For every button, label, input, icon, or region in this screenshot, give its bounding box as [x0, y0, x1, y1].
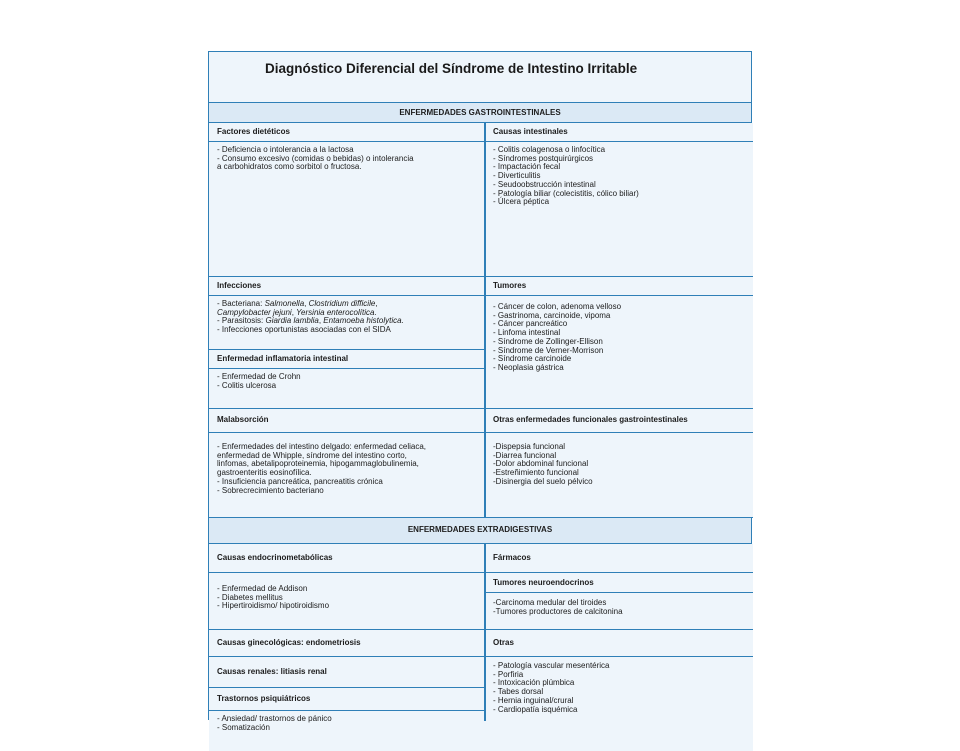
heading-tumores-neuroendocrinos: Tumores neuroendocrinos: [485, 573, 753, 593]
list-item: -Dolor abdominal funcional: [493, 459, 589, 469]
list-item: - Ansiedad/ trastornos de pánico: [217, 714, 332, 723]
list-item: - Diverticulitis: [493, 171, 541, 181]
list-item: - Seudoobstrucción intestinal: [493, 179, 596, 189]
list-item: - Enfermedad de Crohn: [217, 372, 301, 381]
list-item: - Enfermedades del intestino delgado: enfermedad celiaca, enfermedad de Whipple, síndrome del intestino corto, linfomas, abetalipoproteinemia, hipogammaglobulinemia, gastroenteritis eosinofílica.: [217, 442, 427, 478]
cell-tumores-neuroendocrinos: [485, 593, 753, 630]
list-item: - Úlcera péptica: [493, 197, 550, 207]
list-item: - Intoxicación plúmbica: [493, 678, 575, 688]
list-item: - Diabetes mellitus: [217, 592, 283, 602]
list-item: -Carcinoma medular del tiroides: [493, 598, 607, 607]
list-causas-intestinales: [493, 146, 745, 207]
list-factores-dieteticos: [217, 146, 477, 172]
list-item: - Insuficiencia pancreática, pancreatitis crónica: [217, 476, 383, 486]
heading-farmacos: Fármacos: [485, 544, 753, 573]
heading-ginecologicas: Causas ginecológicas: endometriosis: [209, 630, 485, 657]
heading-enfermedad-inflamatoria: Enfermedad inflamatoria intestinal: [209, 350, 485, 369]
cell-enfermedad-inflamatoria: [209, 369, 485, 409]
section-header-extradigestivas: ENFERMEDADES EXTRADIGESTIVAS: [209, 518, 751, 544]
heading-tumores: Tumores: [485, 277, 753, 296]
cell-factores-dieteticos: [209, 142, 485, 277]
differential-diagnosis-table: [208, 51, 752, 732]
heading-malabsorcion: Malabsorción: [209, 409, 485, 433]
cell-causas-intestinales: [485, 142, 753, 277]
list-item: -Estreñimiento funcional: [493, 468, 579, 478]
list-item: - Hernia inguinal/crural: [493, 695, 574, 705]
list-item: - Somatización: [217, 722, 270, 732]
list-item: - Cardiopatía isquémica: [493, 704, 578, 714]
list-item: - Enfermedad de Addison: [217, 584, 308, 593]
heading-renales: Causas renales: litiasis renal: [209, 657, 485, 688]
list-item: -Dispepsia funcional: [493, 442, 566, 451]
list-item: - Síndrome carcinoide: [493, 354, 572, 364]
list-item: - Patología biliar (colecistitis, cólico biliar): [493, 188, 639, 198]
list-item: - Deficiencia o intolerancia a la lactosa: [217, 145, 354, 154]
list-item: - Consumo excesivo (comidas o bebidas) o intolerancia a carbohidratos como sorbitol o fructosa.: [217, 153, 414, 172]
cell-malabsorcion: [209, 433, 485, 518]
list-enfermedad-inflamatoria: [217, 373, 477, 390]
list-otras-funcionales: [493, 443, 745, 487]
list-endocrinometabolicas: [217, 585, 477, 611]
section-header-gastrointestinal: ENFERMEDADES GASTROINTESTINALES: [209, 103, 751, 123]
list-item: -Disinergia del suelo pélvico: [493, 476, 593, 486]
list-item: - Gastrinoma, carcinoide, vipoma: [493, 310, 611, 320]
list-item: - Linfoma intestinal: [493, 328, 561, 338]
cell-tumores: [485, 296, 753, 409]
list-otras: [493, 662, 745, 714]
list-item: - Colitis colagenosa o linfocítica: [493, 145, 606, 154]
cell-otras-funcionales: [485, 433, 753, 518]
list-psiquiatricos: [217, 715, 477, 732]
list-item: - Parasitosis: Giardia lamblia, Entamoeba histolytica.: [217, 316, 404, 326]
heading-causas-intestinales: Causas intestinales: [485, 123, 753, 142]
list-item: - Patología vascular mesentérica: [493, 661, 610, 670]
list-item: - Sobrecrecimiento bacteriano: [217, 485, 324, 495]
list-item: - Síndrome de Verner-Morrison: [493, 345, 604, 355]
list-item: -Tumores productores de calcitonina: [493, 606, 623, 616]
list-infecciones: [217, 300, 477, 335]
heading-infecciones: Infecciones: [209, 277, 485, 296]
list-tumores-neuroendocrinos: [493, 599, 745, 616]
list-item: - Impactación fecal: [493, 162, 561, 172]
list-item: - Síndrome de Zollinger-Ellison: [493, 336, 603, 346]
list-item: - Síndromes postquirúrgicos: [493, 153, 594, 163]
list-item: - Porfiria: [493, 669, 524, 679]
heading-otras-funcionales: Otras enfermedades funcionales gastrointestinales: [485, 409, 753, 433]
cell-psiquiatricos: [209, 711, 485, 751]
cell-endocrinometabolicas: [209, 573, 485, 630]
heading-otras: Otras: [485, 630, 753, 657]
list-item: - Cáncer pancreático: [493, 319, 568, 329]
list-item: - Tabes dorsal: [493, 687, 544, 697]
cell-otras: [485, 657, 753, 751]
list-item: - Neoplasia gástrica: [493, 362, 564, 372]
column-divider-gastro: [484, 123, 486, 518]
cell-infecciones: [209, 296, 485, 350]
list-item: -Diarrea funcional: [493, 450, 557, 460]
heading-psiquiatricos: Trastornos psiquiátricos: [209, 688, 485, 711]
heading-factores-dieteticos: Factores dietéticos: [209, 123, 485, 142]
list-item: - Bacteriana: Salmonella, Clostridium difficile, Campylobacter jejuni, Yersinia enterocolítica.: [217, 299, 378, 317]
table-title: Diagnóstico Diferencial del Síndrome de Intestino Irritable: [265, 61, 638, 76]
heading-endocrinometabolicas: Causas endocrinometabólicas: [209, 544, 485, 573]
column-divider-extra: [484, 544, 486, 721]
list-item: - Infecciones oportunistas asociadas con el SIDA: [217, 325, 391, 335]
list-item: - Hipertiroidismo/ hipotiroidismo: [217, 601, 330, 611]
title-block: [209, 52, 751, 103]
list-malabsorcion: [217, 443, 477, 495]
list-item: - Cáncer de colon, adenoma velloso: [493, 302, 622, 311]
list-tumores: [493, 303, 745, 373]
list-item: - Colitis ulcerosa: [217, 380, 277, 390]
